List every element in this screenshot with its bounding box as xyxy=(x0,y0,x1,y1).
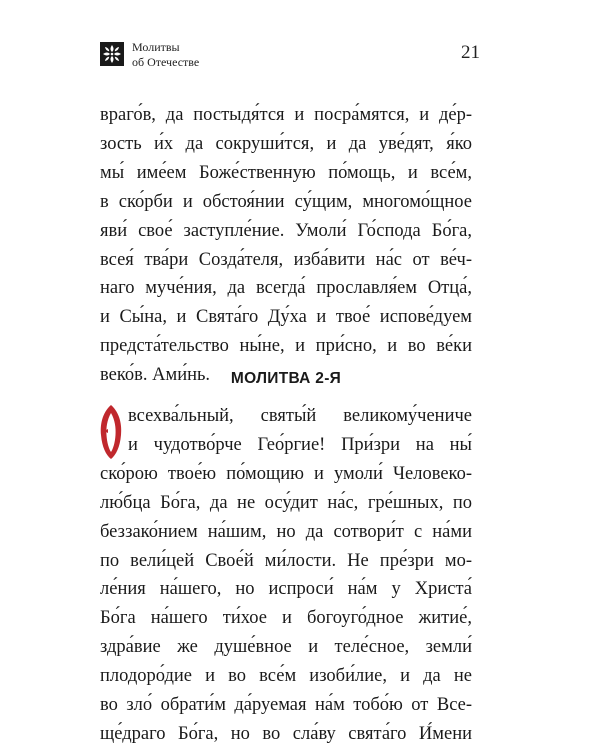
running-title xyxy=(132,40,199,70)
text-line: ско́рою твое́ю по́мощию и умоли́ Человеко- xyxy=(100,463,472,484)
text-line: наго муче́ния, да всегда́ прославля́ем Отца́, xyxy=(100,278,472,299)
text-line: лю́бца Бо́га, да не осу́дит на́с, гре́шных, по xyxy=(100,492,472,513)
prayer-continuation-text xyxy=(100,101,472,390)
text-line: ле́ния на́шего, но испроси́ на́м у Христа́ xyxy=(100,579,472,600)
text-line: ще́драго Бо́га, но во сла́ву свята́го И́мени xyxy=(100,723,472,744)
prayer-2-text xyxy=(100,402,472,749)
text-line: яви́ свое́ заступле́ние. Умоли́ Го́спода Бо́га, xyxy=(100,220,472,241)
text-line: в ско́рби и обстоя́нии су́щим, многомо́щное xyxy=(100,191,472,212)
text-line: во зло́ обрати́м да́руемая на́м тобо́ю от Все- xyxy=(100,695,472,716)
text-line: веко́в. Ами́нь. xyxy=(100,365,211,386)
text-line: и Сы́на, и Свята́го Ду́ха и твое́ испове́дуем xyxy=(100,307,472,328)
text-line: беззако́нием на́шим, но да сотвори́т с на́ми xyxy=(100,521,472,542)
page-header xyxy=(100,40,500,80)
text-line: всехва́льный, святы́й великому́чениче xyxy=(128,406,472,426)
text-line: по вели́цей Свое́й ми́лости. Не пре́зри мо- xyxy=(100,550,472,571)
page-number: 21 xyxy=(461,42,480,63)
text-line: мы́ име́ем Боже́ственную по́мощь, и все́м, xyxy=(100,162,472,183)
text-line: и чудотво́рче Гео́ргие! При́зри на ны́ xyxy=(128,434,472,455)
text-line: зость и́х да сокруши́тся, и да уве́дят, я́ко xyxy=(100,133,472,154)
running-title-line-2: об Отечестве xyxy=(132,55,200,69)
text-line: Бо́га на́шего ти́хое и богоуго́дное житие́, xyxy=(100,608,472,629)
text-line: всея́ тва́ри Созда́теля, изба́вити на́с от ве́ч- xyxy=(100,249,472,270)
text-line: плодоро́дие и во все́м изоби́лие, и да не xyxy=(100,666,472,687)
ornament-icon xyxy=(100,42,124,66)
text-line: здра́вие же душе́вное и теле́сное, земли́ xyxy=(100,637,472,658)
prayer-heading: МОЛИТВА 2-Я xyxy=(230,370,342,387)
text-line: предста́тельство ны́не, и при́сно, и во ве́ки xyxy=(100,336,472,357)
text-line: враго́в, да постыдя́тся и посра́мятся, и де́р- xyxy=(100,105,472,125)
running-title-line-1: Молитвы xyxy=(132,40,180,54)
